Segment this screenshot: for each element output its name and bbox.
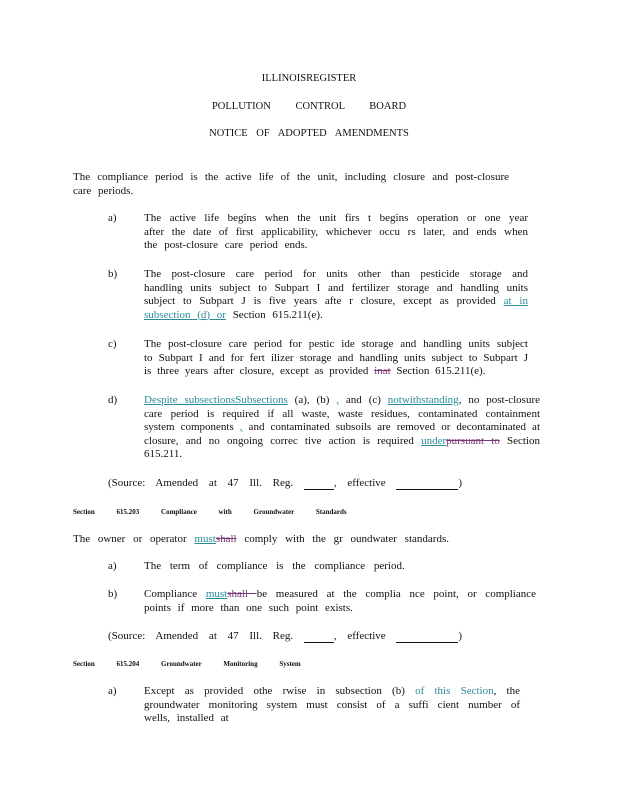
- item-label: d): [108, 394, 118, 406]
- inserted-text: at in subsection (d) or: [144, 295, 528, 321]
- item-text: Section 615.211(e).: [225, 308, 323, 321]
- deleted-text: shall: [215, 533, 237, 545]
- list-item: [144, 588, 536, 615]
- deleted-text: inat: [374, 365, 391, 377]
- list-item: The active life begins when the unit firs t begins operation or one year after the date of first applicability, whichever occu rs later, and ends when the post-closure care period ends.: [144, 212, 528, 251]
- para-text: comply with the gr oundwater standards.: [236, 533, 449, 545]
- source-text: Amended at 47 Ill. Reg.: [155, 630, 294, 642]
- item-text: Section 615.211.: [144, 434, 540, 460]
- item-text: (a), (b): [287, 394, 337, 406]
- source-effective: effective: [347, 477, 386, 489]
- list-item: [144, 685, 520, 726]
- item-label: a): [108, 212, 117, 224]
- section-number: Section 615.204: [73, 660, 140, 668]
- source-text: Amended at 47 Ill. Reg.: [155, 477, 294, 489]
- blank-line: [304, 477, 334, 490]
- list-item: [144, 268, 528, 322]
- board-title: POLLUTION CONTROL BOARD: [211, 101, 407, 112]
- section-number: Section 615.203: [73, 508, 140, 516]
- item-label: a): [108, 560, 117, 572]
- item-text: and (c): [339, 394, 388, 406]
- item-text: The post-closure care period for pestic ide storage and handling units subject to Subpart I and for fert ilizer storage and handling units subject to Subpart J is three years after closure, except as provided: [144, 338, 528, 377]
- notice-title: NOTICE OF ADOPTED AMENDMENTS: [209, 128, 409, 139]
- source-comma: ,: [333, 477, 337, 489]
- section-heading: [73, 508, 347, 516]
- source-note: [108, 477, 462, 490]
- item-text: Compliance: [144, 588, 206, 600]
- inserted-text: Subsections: [235, 394, 288, 406]
- item-text: , no post-closure care period is required if all waste, waste residues, contaminated containment system components: [144, 394, 540, 433]
- item-label: a): [108, 685, 117, 697]
- deleted-text: shall: [227, 588, 257, 600]
- item-text: Section 615.211(e).: [390, 365, 486, 377]
- source-prefix: (Source:: [108, 630, 146, 642]
- item-text: and contaminated subsoils are removed or decontaminated at closure, and no ongoing correc tive action is required: [144, 421, 540, 447]
- inserted-text: ,: [336, 394, 340, 406]
- list-item: [144, 394, 540, 462]
- inserted-text: Despite subsections: [144, 394, 236, 406]
- source-close: ): [458, 477, 463, 489]
- section-heading: [73, 660, 301, 668]
- inserted-text: must: [205, 588, 228, 600]
- inserted-text: of this Section: [415, 685, 494, 697]
- item-text: Except as provided othe rwise in subsection (b): [144, 685, 416, 697]
- section-title: Compliance with Groundwater Standards: [161, 508, 347, 516]
- list-item: The term of compliance is the compliance period.: [144, 560, 405, 572]
- section-paragraph: [73, 533, 533, 547]
- source-prefix: (Source:: [108, 477, 146, 489]
- blank-line: [396, 630, 458, 643]
- blank-line: [396, 477, 458, 490]
- inserted-text: must: [194, 533, 216, 545]
- item-text: , the groundwater monitoring system must consist of a suffi cient number of wells, installed at: [144, 685, 520, 724]
- blank-line: [304, 630, 334, 643]
- source-close: ): [458, 630, 463, 642]
- register-title: ILLINOISREGISTER: [261, 73, 357, 84]
- source-note: [108, 630, 462, 643]
- item-text: be measured at the complia nce point, or compliance points if more than one such point exists.: [144, 588, 537, 614]
- source-effective: effective: [347, 630, 386, 642]
- item-label: b): [108, 268, 118, 280]
- intro-paragraph: The compliance period is the active life of the unit, including closure and post-closure care periods.: [73, 171, 509, 197]
- item-label: b): [108, 588, 118, 600]
- section-title: Groundwater Monitoring System: [161, 660, 301, 668]
- item-label: c): [108, 338, 117, 350]
- item-text: The post-closure care period for units other than pesticide storage and handling units subject to Subpart I and fertilizer storage and handling units subject to Subpart J is five years afte r closure, except as provided: [144, 268, 528, 307]
- source-comma: ,: [333, 630, 337, 642]
- inserted-text: under: [421, 434, 447, 447]
- deleted-text: pursuant to: [446, 434, 500, 447]
- para-text: The owner or operator: [73, 533, 195, 545]
- list-item: [144, 338, 528, 379]
- inserted-text: ,: [239, 421, 243, 433]
- inserted-text: notwithstanding: [387, 394, 459, 406]
